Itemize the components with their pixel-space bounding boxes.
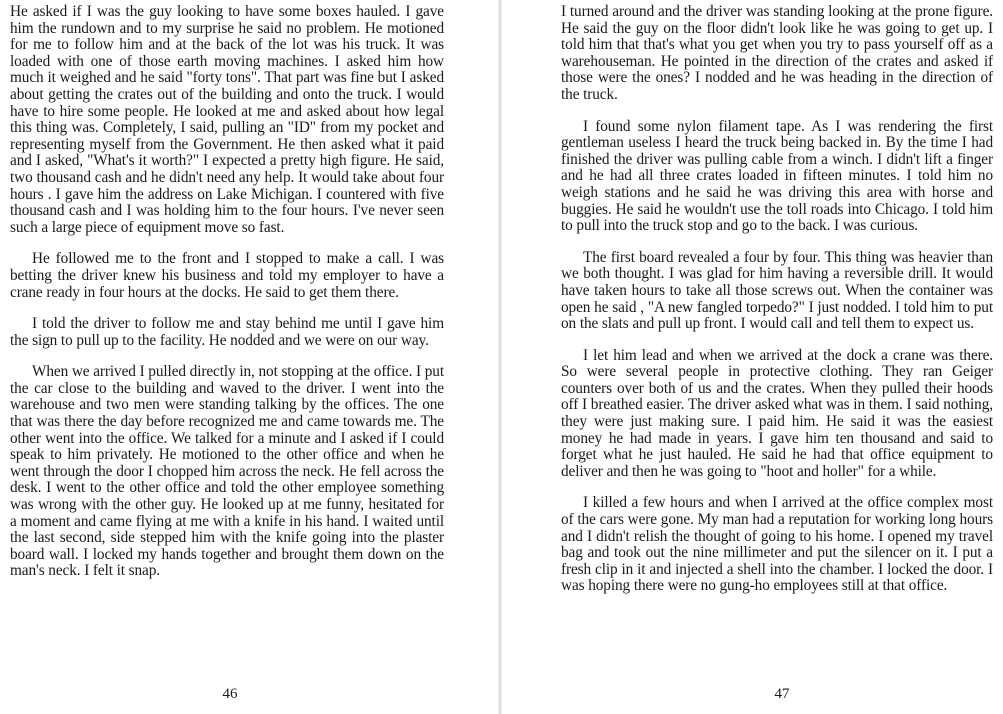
page-number: 47 [774,686,790,702]
paragraph: When we arrived I pulled directly in, not stopping at the office. I put the car close to the building and waved to the driver. I went into the warehouse and two men were standing talking by the offices. The one that was there the day before recognized me and came towards me. The other went into the office. We talked for a minute and I asked if I could speak to him privately. He motioned to the other office and when he went through the door I chopped him across the neck. He fell across the desk. I went to the other office and told the other employee something was wrong with the other guy. He looked up at me funny, hesitated for a moment and came flying at me with a knife in his hand. I waited until the last second, side stepped him with the knife going into the plaster board wall. I locked my hands together and brought them down on the man's neck. I felt it snap. [10,363,444,580]
paragraph: I found some nylon filament tape. As I was rendering the first gentleman useless I heard the truck being backed in. By the time I had finished the driver was pulling cable from a winch. I didn't lift a finger and he had all three crates loaded in fifteen minutes. I told him no weigh stations and he said he was driving this area with horse and buggies. He said he wouldn't use the toll roads into Chicago. I told him to pull into the truck stop and go to the back. I was curious. [561,117,993,235]
paragraph: I told the driver to follow me and stay behind me until I gave him the sign to pull up to the facility. He nodded and we were on our way. [10,315,444,349]
right-page [503,0,1003,714]
paragraph: I turned around and the driver was standing looking at the prone figure. He said the guy on the floor didn't look like he was going to get up. I told him that that's what you get when you try to pass yourself off as a warehouseman. He pointed in the direction of the crates and asked if those were the ones? I nodded and he was heading in the direction of the truck. [561,3,993,103]
page-number: 46 [222,686,238,702]
paragraph: He asked if I was the guy looking to have some boxes hauled. I gave him the rundown and to my surprise he said no problem. He motioned for me to follow him and at the back of the lot was his truck. It was loaded with one of those earth moving machines. I asked him how much it weighed and he said "forty tons". That part was fine but I asked about getting the crates out of the building and onto the truck. I would have to hire some people. He looked at me and asked about how legal this thing was. Completely, I said, pulling an "ID" from my pocket and representing myself from the Government. He then asked what it paid and I asked, "What's it worth?" I expected a pretty high figure. He said, two thousand cash and he didn't need any help. It would take about four hours . I gave him the address on Lake Michigan. I countered with five thousand cash and I was holding him to the four hours. I've never seen such a large piece of equipment move so fast. [10,3,444,236]
left-page-text [10,4,444,595]
paragraph: I killed a few hours and when I arrived at the office complex most of the cars were gone. My man had a reputation for working long hours and I didn't relish the thought of going to his home. I opened my travel bag and took out the nine millimeter and put the silencer on it. I put a fresh clip in it and injected a shell into the chamber. I locked the door. I was hoping there were no gung-ho employees still at that office. [561,494,993,595]
book-gutter [498,0,502,714]
paragraph: I let him lead and when we arrived at the dock a crane was there. So were several people in protective clothing. They ran Geiger counters over both of us and the crates. When they pulled their hoods off I breathed easier. The driver asked what was in them. I said nothing, they were just making sure. I paid him. He said it was the easiest money he had made in years. I gave him ten thousand and said to forget what he just hauled. He said he had that office equipment to deliver and then he was going to "hoot and holler" for a while. [561,346,993,480]
paragraph: The first board revealed a four by four. This thing was heavier than we both thought. I was glad for him having a reversible drill. It would have taken hours to take all those screws out. When the container was open he said , "A new fangled torpedo?" I just nodded. I told him to put on the slats and pull up front. I would call and tell them to expect us. [561,248,993,333]
left-page [0,0,497,714]
right-page-text [561,4,993,610]
paragraph: He followed me to the front and I stopped to make a call. I was betting the driver knew his business and told my employer to have a crane ready in four hours at the docks. He said to get them there. [10,250,444,301]
